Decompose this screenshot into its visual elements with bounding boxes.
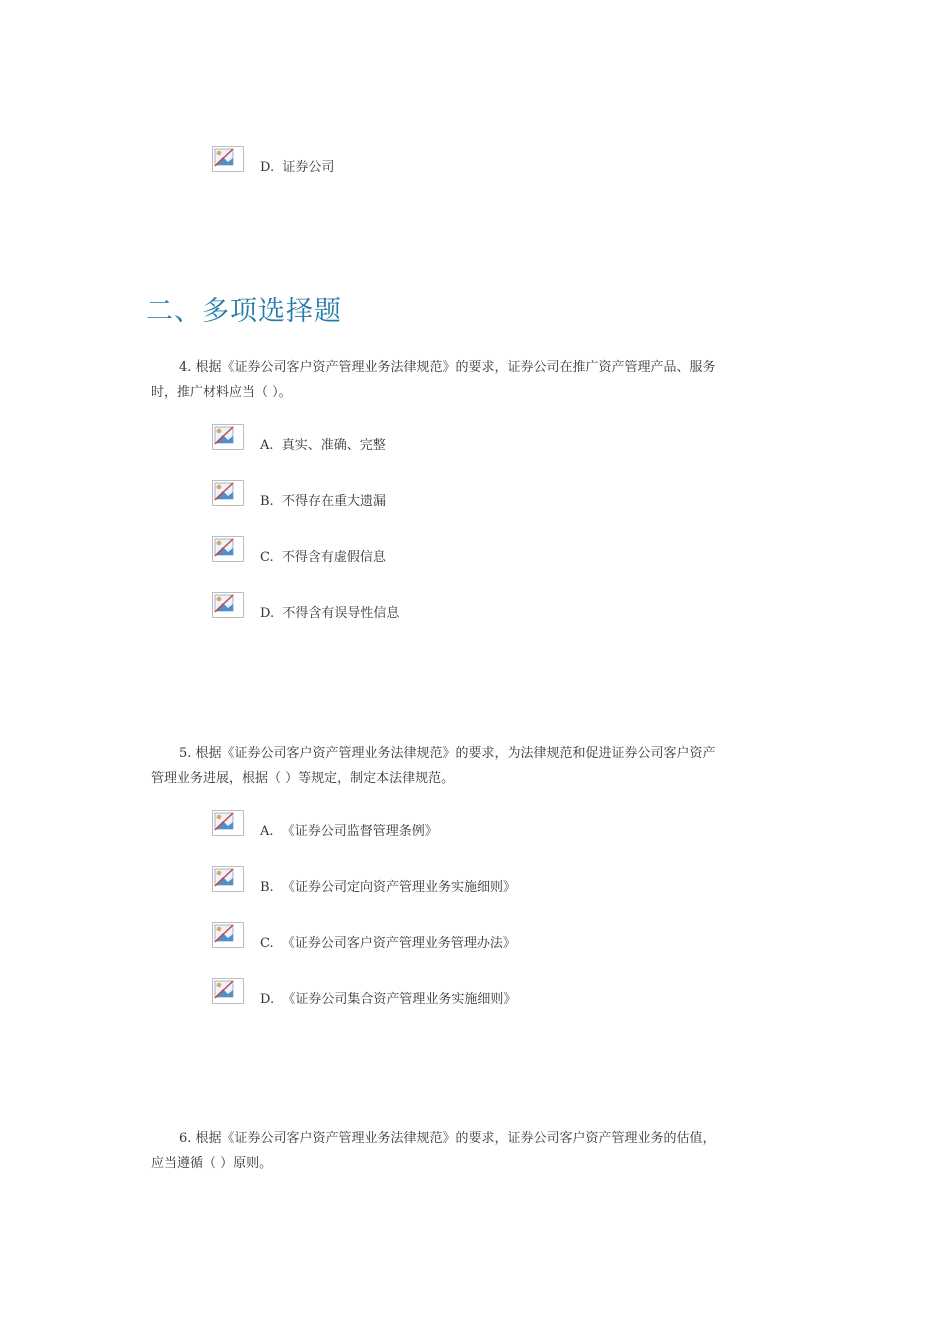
option-b[interactable] (212, 480, 612, 512)
question-text-line: 管理业务进展，根据（ ）等规定，制定本法律规范。 (151, 771, 455, 786)
option-a[interactable] (212, 424, 612, 456)
option-d[interactable] (212, 978, 612, 1010)
broken-image-icon (212, 424, 244, 450)
broken-image-icon (212, 536, 244, 562)
broken-image-icon (212, 480, 244, 506)
question-text-line: 5. 根据《证券公司客户资产管理业务法律规范》的要求，为法律规范和促进证券公司客户资产 (179, 746, 716, 761)
broken-image-icon (212, 922, 244, 948)
broken-image-icon (212, 866, 244, 892)
question-5 (151, 741, 781, 791)
question-6 (151, 1126, 781, 1176)
option-text: B. 不得存在重大遗漏 (260, 494, 386, 509)
option-text: C. 不得含有虚假信息 (260, 550, 386, 565)
option-d[interactable] (212, 592, 612, 624)
broken-image-icon (212, 978, 244, 1004)
section-heading: 二、多项选择题 (146, 296, 342, 327)
broken-image-icon (212, 810, 244, 836)
option-text: D. 不得含有误导性信息 (260, 606, 400, 621)
question-text-line: 时，推广材料应当（ ）。 (151, 385, 292, 400)
broken-image-icon (212, 592, 244, 618)
option-text: A. 《证券公司监督管理条例》 (260, 824, 438, 839)
option-d-prev[interactable] (212, 146, 612, 178)
option-text: B. 《证券公司定向资产管理业务实施细则》 (260, 880, 516, 895)
option-text: A. 真实、准确、完整 (260, 438, 386, 453)
question-text-line: 4. 根据《证券公司客户资产管理业务法律规范》的要求，证券公司在推广资产管理产品、服务 (179, 360, 716, 375)
option-c[interactable] (212, 922, 612, 954)
broken-image-icon (212, 146, 244, 172)
option-text: C. 《证券公司客户资产管理业务管理办法》 (260, 936, 516, 951)
option-text: D. 证券公司 (260, 160, 335, 175)
option-c[interactable] (212, 536, 612, 568)
option-text: D. 《证券公司集合资产管理业务实施细则》 (260, 992, 517, 1007)
question-text-line: 6. 根据《证券公司客户资产管理业务法律规范》的要求，证券公司客户资产管理业务的估值， (179, 1131, 716, 1146)
option-a[interactable] (212, 810, 612, 842)
question-4 (151, 355, 781, 405)
question-text-line: 应当遵循（ ）原则。 (151, 1156, 273, 1171)
option-b[interactable] (212, 866, 612, 898)
